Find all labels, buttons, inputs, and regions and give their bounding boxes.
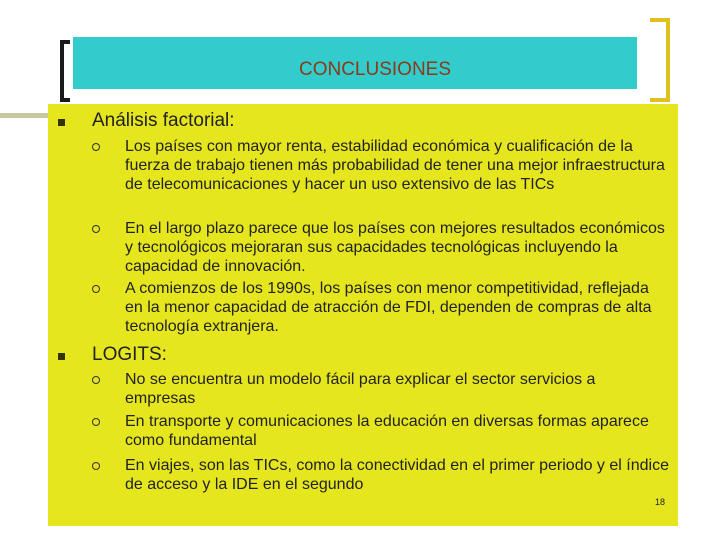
title-bar (73, 37, 637, 89)
circle-bullet-icon (92, 143, 100, 151)
circle-bullet-icon (92, 462, 100, 470)
list-item: A comienzos de los 1990s, los países con menor competitividad, reflejada en la menor capacidad de atracción de FDI, dependen de compras de alta tecnología extranjera. (125, 280, 652, 335)
slide-title: CONCLUSIONES (298, 59, 452, 80)
circle-bullet-icon (92, 225, 100, 233)
list-item: No se encuentra un modelo fácil para explicar el sector servicios a empresas (125, 371, 596, 407)
circle-bullet-icon (92, 285, 100, 293)
left-bracket-decoration (60, 40, 70, 102)
list-item: Los países con mayor renta, estabilidad económica y cualificación de la fuerza de trabajo tienen más probabilidad de tener una mejor infraestructura de telecomunicaciones y hacer un uso extensivo de las TICs (125, 138, 665, 193)
list-item: En viajes, son las TICs, como la conectividad en el primer periodo y el índice de acceso y la IDE en el segundo (125, 457, 669, 493)
list-item: En el largo plazo parece que los países con mejores resultados económicos y tecnológicos mejoraran sus capacidades tecnológicas incluyendo la capacidad de innovación. (125, 220, 665, 275)
circle-bullet-icon (92, 418, 100, 426)
circle-bullet-icon (92, 376, 100, 384)
square-bullet-icon (58, 353, 65, 360)
right-bracket-decoration (650, 18, 670, 102)
list-item: En transporte y comunicaciones la educación en diversas formas aparece como fundamental (125, 413, 649, 449)
page-number: 18 (655, 497, 666, 507)
square-bullet-icon (58, 119, 65, 126)
section-heading: LOGITS: (92, 344, 167, 365)
section-heading: Análisis factorial: (92, 110, 235, 131)
